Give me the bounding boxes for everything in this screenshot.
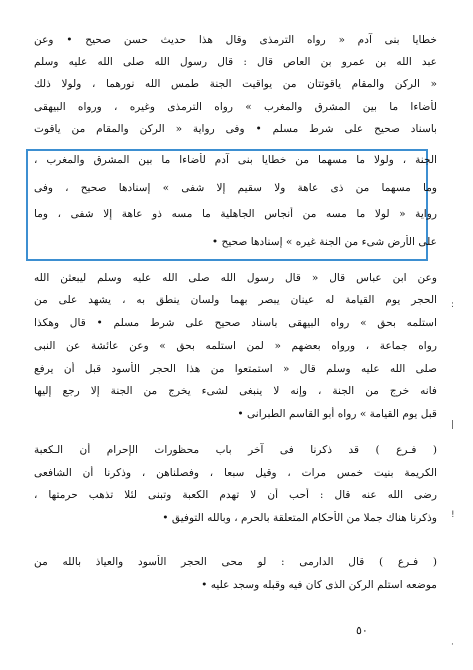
far-section-line-3: رضى الله عنه قال : أحب أن لا تهدم الكعبة وتبنى لئلا تذهب حرمتها ،: [34, 489, 437, 501]
highlighted-line-1: الجنة ، ولولا ما مسهما من خطايا بنى آدم لأضاءا ما بين المشرق والمغرب ،: [34, 154, 437, 166]
text-line-16: قبل يوم القيامة » رواه أبو القاسم الطبرانى •: [237, 408, 437, 420]
text-line-2: عبد الله بن عمرو بن العاص قال : قال رسول الله صلى الله عليه وسلم: [34, 56, 437, 68]
text-line-5: باسناد صحيح على شرط مسلم • وفى رواية « الركن والمقام من ياقوت: [34, 123, 437, 135]
text-line-15: فانه خرج من الجنة ، وإنه لا ينبغى لشىء يخرج من الجنة إلا رجع إليها: [34, 385, 437, 397]
text-line-11: الحجر يوم القيامة له عينان يبصر بهما ولسان ينطق به ، يشهد على من: [34, 294, 437, 306]
highlighted-line-4: على الأرض شىء من الجنة غيره » إسنادها صحيح •: [211, 236, 437, 248]
edge-mark: ·: [451, 640, 454, 650]
far-section-line-2: الكريمة بنيت خمس مرات ، وقيل سبعا ، وفصلناهن ، وذكرنا أن الشافعى: [34, 467, 437, 479]
highlighted-line-2: وما مسهما من ذى عاهة ولا سقيم إلا شفى » إسنادها صحيح ، وفى: [34, 182, 437, 194]
page-number: ٥٠: [356, 624, 368, 637]
text-line-13: رواه جماعة ، ورواه بعضهم « لمن استلمه بحق » وعن عائشة عن النبى: [34, 340, 437, 352]
edge-mark: |: [451, 420, 455, 430]
far-section2-line-1: ( فـرع ) قال الدارمى : لو محى الحجر الأسود والعياذ بالله من: [34, 556, 437, 568]
edge-mark: :: [451, 300, 455, 310]
text-line-1: خطايا بنى آدم « رواه الترمذى وقال هذا حديث حسن صحيح • وعن: [34, 34, 437, 46]
text-line-4: لأضاءا ما بين المشرق والمغرب » رواه الترمذى وغيره ، ورواه البيهقى: [34, 101, 437, 113]
text-line-14: صلى الله عليه وسلم قال « استمتعوا من هذا الحجر الأسود قبل أن يرفع: [34, 363, 437, 375]
highlighted-line-3: رواية « لولا ما مسه من أنجاس الجاهلية ما مسه ذو عاهة إلا شفى ، وما: [34, 208, 437, 220]
edge-mark: !: [451, 510, 455, 520]
far-section2-line-2: موضعه استلم الركن الذى كان فيه وقبله وسجد عليه •: [201, 579, 437, 591]
far-section-line-1: ( فـرع ) قد ذكرنا فى آخر باب محظورات الإحرام أن الـكعبة: [34, 444, 437, 456]
text-line-10: وعن ابن عباس قال « قال رسول الله صلى الله عليه وسلم ليبعثن الله: [34, 272, 437, 284]
text-line-12: استلمه بحق » رواه البيهقى باسناد صحيح على شرط مسلم • قال وهكذا: [34, 317, 437, 329]
far-section-line-4: وذكرنا هناك جملا من الأحكام المتعلقة بالحرم ، وبالله التوفيق •: [162, 512, 437, 524]
text-line-3: « الركن والمقام ياقوتتان من يواقيت الجنة طمس الله نورهما ، ولولا ذلك: [34, 78, 437, 90]
